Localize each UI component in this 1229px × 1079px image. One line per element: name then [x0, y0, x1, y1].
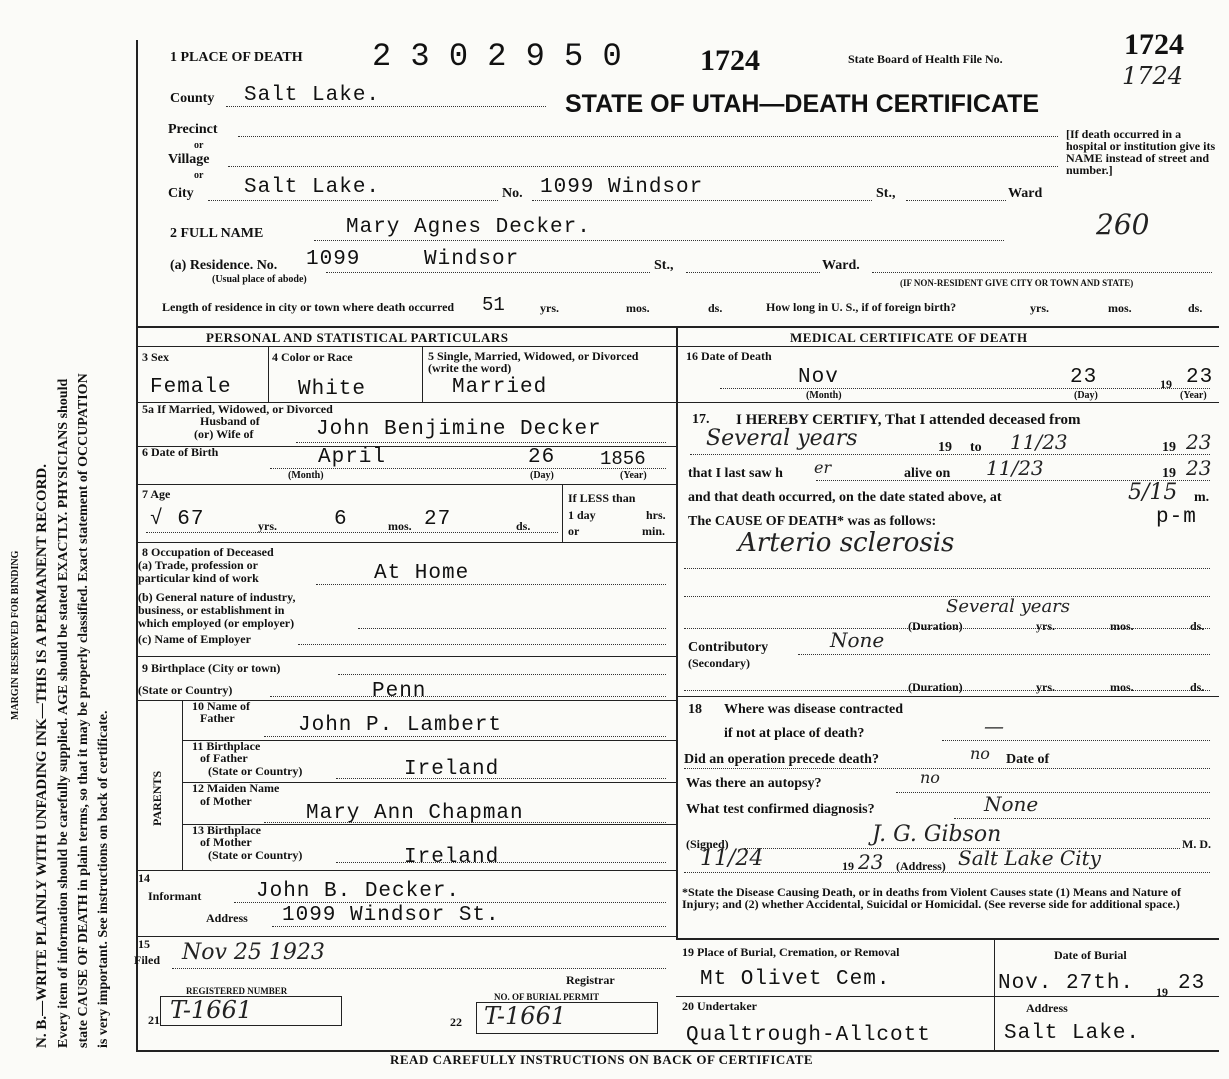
less-divider: [562, 484, 563, 542]
full-name-line: [314, 240, 1004, 241]
death-time-pm: p-m: [1156, 506, 1197, 529]
burial-permit-num-label: 22: [450, 1015, 462, 1029]
street-line: [532, 200, 872, 201]
row-rule-4: [136, 542, 676, 543]
last-saw-pronoun: er: [814, 458, 832, 477]
undertaker-address-label: Address: [1026, 1001, 1068, 1015]
age-months: 6: [334, 508, 348, 531]
undertaker-address-value: Salt Lake.: [1004, 1022, 1141, 1045]
full-name-label: 2 FULL NAME: [170, 226, 264, 241]
last-saw-year-prefix: 19: [1162, 466, 1176, 481]
hrs-label: hrs.: [646, 508, 666, 522]
burial-year: 23: [1178, 972, 1206, 995]
birthplace-state-label: (State or Country): [138, 683, 233, 697]
file-number-handwritten: 1724: [1122, 62, 1184, 90]
residence-ward-line: [686, 272, 820, 273]
us-yrs-label: yrs.: [1030, 301, 1049, 315]
attended-to-year-prefix: 19: [1162, 440, 1176, 455]
where-label: Where was disease contracted: [724, 702, 903, 717]
precinct-line: [238, 136, 1058, 137]
contributory-label: Contributory: [688, 640, 769, 655]
burial-divider: [994, 938, 995, 1050]
death-year: 23: [1186, 366, 1214, 389]
personal-heading: PERSONAL AND STATISTICAL PARTICULARS: [206, 330, 509, 345]
attended-to-year: 23: [1186, 430, 1212, 454]
min-label: min.: [642, 524, 666, 538]
occupation-c: (c) Name of Employer: [138, 632, 251, 646]
burial-permit-label: NO. OF BURIAL PERMIT: [494, 992, 600, 1002]
residence-years: 51: [482, 294, 505, 316]
mother-birthplace-label-2: of Mother: [200, 835, 252, 849]
or-label-1: or: [194, 140, 204, 151]
mother-label-2: of Mother: [200, 794, 252, 808]
birthplace-label: 9 Birthplace (City or town): [142, 661, 281, 675]
age-yrs-label: yrs.: [258, 519, 277, 533]
contributory-line: [798, 654, 1210, 655]
informant-value: John B. Decker.: [256, 880, 461, 903]
ward-line: [906, 200, 1006, 201]
occupation-value: At Home: [374, 562, 470, 585]
age-mos-label: mos.: [388, 519, 412, 533]
margin-instruction-2: Every item of information should be carefully supplied. AGE should be stated EXACTLY. PHYSICIANS should: [56, 378, 71, 1048]
burial-place-label: 19 Place of Burial, Cremation, or Removal: [682, 945, 900, 959]
death-year-caption: (Year): [1180, 390, 1207, 401]
cause-label: The CAUSE OF DEATH* was as follows:: [688, 514, 937, 529]
us-residence-label: How long in U. S., if of foreign birth?: [766, 300, 957, 314]
father-label-2: Father: [200, 711, 235, 725]
full-name-value: Mary Agnes Decker.: [346, 216, 591, 239]
mother-birthplace-line: [336, 862, 666, 863]
burial-date-label: Date of Burial: [1054, 948, 1127, 962]
file-number: 1724: [1124, 28, 1184, 61]
duration-yrs-1: yrs.: [1036, 619, 1055, 633]
ward-label: Ward: [1008, 186, 1043, 201]
registered-number-value: T-1661: [170, 996, 253, 1024]
sign-address: Salt Lake City: [958, 846, 1101, 870]
city-value: Salt Lake.: [244, 176, 381, 199]
death-time-m: m.: [1194, 490, 1210, 505]
secondary-label: (Secondary): [688, 656, 750, 670]
spouse-value: John Benjimine Decker: [316, 418, 602, 441]
operation-value: no: [970, 744, 990, 763]
cause-line-1: [684, 568, 1210, 569]
personal-heading-rule: [136, 346, 676, 347]
informant-label: Informant: [148, 889, 202, 903]
age-years: √ 67: [150, 508, 205, 531]
occupation-line: [316, 584, 666, 585]
signed-value: J. G. Gibson: [872, 822, 1002, 847]
father-birthplace-line: [336, 778, 666, 779]
occupation-b-line: [358, 628, 666, 629]
sex-divider: [268, 346, 269, 402]
operation-line: [684, 768, 1210, 769]
burial-place-value: Mt Olivet Cem.: [700, 968, 891, 991]
registrar-label: Registrar: [566, 973, 615, 987]
occupation-a2: particular kind of work: [138, 571, 259, 585]
age-line: [146, 532, 558, 533]
dob-label: 6 Date of Birth: [142, 445, 219, 459]
registered-number-num-label: 21: [148, 1013, 160, 1027]
street-no-label: No.: [502, 186, 523, 201]
age-ds-label: ds.: [516, 519, 531, 533]
dob-day-caption: (Day): [530, 470, 554, 481]
us-ds-label: ds.: [1188, 301, 1203, 315]
duration-label-2: (Duration): [908, 680, 963, 694]
medical-heading: MEDICAL CERTIFICATE OF DEATH: [790, 330, 1028, 345]
marital-value: Married: [452, 376, 548, 399]
death-month: Nov: [798, 366, 839, 389]
duration-mos-2: mos.: [1110, 680, 1134, 694]
burial-date-value: Nov. 27th.: [998, 972, 1135, 995]
sex-label: 3 Sex: [142, 350, 169, 364]
death-year-prefix: 19: [1160, 377, 1172, 391]
autopsy-label: Was there an autopsy?: [686, 776, 822, 791]
age-label: 7 Age: [142, 487, 171, 501]
residence-line: [326, 272, 650, 273]
death-occurred-label: and that death occurred, on the date stated above, at: [688, 490, 1002, 505]
duration-yrs-2: yrs.: [1036, 680, 1055, 694]
filed-line: [172, 968, 666, 969]
death-date-line: [720, 388, 1210, 389]
row-rule-3: [136, 484, 676, 485]
marital-label: 5 Single, Married, Widowed, or Divorced (write the word): [428, 349, 639, 375]
burial-permit-value: T-1661: [484, 1002, 567, 1030]
residence-sub-label: (Usual place of abode): [212, 274, 307, 285]
medical-rule-2: [676, 696, 1219, 697]
spouse-line: [296, 442, 666, 443]
signed-label: (Signed): [686, 837, 729, 851]
sign-address-label: (Address): [896, 859, 946, 873]
margin-rule: [136, 40, 138, 1050]
mother-birthplace-label-3: (State or Country): [208, 848, 303, 862]
sex-value: Female: [150, 376, 232, 399]
md-label: M. D.: [1182, 837, 1211, 851]
undertaker-label: 20 Undertaker: [682, 999, 757, 1013]
attended-from: Several years: [706, 426, 858, 451]
row-rule-5: [136, 656, 676, 657]
stamp-number: 1724: [700, 44, 760, 77]
contributory-value: None: [830, 628, 885, 652]
where-number: 18: [688, 702, 702, 717]
village-label: Village: [168, 152, 210, 167]
county-label: County: [170, 91, 215, 106]
less-day-label: 1 day: [568, 508, 596, 522]
where-line: [942, 740, 1210, 741]
attended-to: 11/23: [1010, 430, 1068, 454]
hospital-note: [If death occurred in a hospital or institution give its NAME instead of street and number.]: [1066, 127, 1216, 177]
employer-line: [298, 644, 666, 645]
informant-address-value: 1099 Windsor St.: [282, 904, 500, 927]
filed-label: Filed: [134, 953, 160, 967]
mother-label-1: 12 Maiden Name: [192, 781, 280, 795]
alive-on-label: alive on: [904, 466, 951, 481]
birthplace-city-line: [338, 674, 666, 675]
occupation-a1: (a) Trade, profession or: [138, 558, 258, 572]
binding-margin-note: MARGIN RESERVED FOR BINDING: [10, 550, 21, 720]
birthplace-state-line: [270, 696, 666, 697]
death-day-caption: (Day): [1074, 390, 1098, 401]
certify-text: I HEREBY CERTIFY, That I attended deceased from: [736, 412, 1081, 428]
attended-nineteen: 19: [938, 440, 952, 455]
street-st-label: St.,: [876, 186, 896, 201]
filed-value: Nov 25 1923: [182, 940, 325, 965]
dob-year-caption: (Year): [620, 470, 647, 481]
duration-ds-2: ds.: [1190, 680, 1205, 694]
precinct-label: Precinct: [168, 122, 218, 137]
age-years-value: 67: [177, 508, 205, 531]
mother-birthplace-label-1: 13 Birthplace: [192, 823, 261, 837]
occupation-b1: (b) General nature of industry,: [138, 590, 296, 604]
serial-number: 2 3 0 2 9 5 0: [372, 38, 622, 75]
spouse-label-2: Husband of: [200, 414, 260, 428]
father-birthplace-value: Ireland: [404, 758, 500, 781]
cause-footnote: *State the Disease Causing Death, or in deaths from Violent Causes state (1) Means and Nature of Injury; and (2) whether Accidental, Suicidal or Homicidal. (See reverse side for additional space.): [682, 885, 1181, 911]
margin-instruction-3: state CAUSE OF DEATH in plain terms, so that it may be properly classified. Exact statement of OCCUPATION: [76, 373, 91, 1048]
death-time: 5/15: [1128, 480, 1178, 505]
duration-ds-1: ds.: [1190, 619, 1205, 633]
last-saw-date: 11/23: [986, 456, 1044, 480]
medical-rule-1: [676, 402, 1219, 403]
undertaker-value: Qualtrough-Allcott: [686, 1024, 931, 1047]
sign-date: 11/24: [700, 846, 764, 871]
death-month-caption: (Month): [806, 390, 842, 401]
father-birthplace-label-3: (State or Country): [208, 764, 303, 778]
date-of-label: Date of: [1006, 752, 1050, 767]
parents-divider: [182, 700, 183, 870]
residence-number: 1099: [306, 248, 361, 271]
father-birthplace-label-2: of Father: [200, 751, 248, 765]
footer-instructions: READ CAREFULLY INSTRUCTIONS ON BACK OF CERTIFICATE: [390, 1052, 814, 1067]
row-rule-10: [136, 870, 676, 871]
cause-duration: Several years: [946, 596, 1071, 617]
occupation-b3: which employed (or employer): [138, 616, 295, 630]
autopsy-value: no: [920, 768, 940, 787]
parents-label: PARENTS: [150, 770, 164, 826]
duration-mos-1: mos.: [1110, 619, 1134, 633]
cause-value: Arterio sclerosis: [738, 528, 955, 558]
residence-nonres-line: [872, 272, 1212, 273]
where-value: —: [984, 714, 1004, 738]
street-value: 1099 Windsor: [540, 176, 704, 199]
duration-label-1: (Duration): [908, 619, 963, 633]
filed-number: 15: [138, 937, 150, 951]
last-saw-label: that I last saw h: [688, 466, 783, 481]
where-label-2: if not at place of death?: [724, 726, 865, 741]
attended-to-label: to: [970, 440, 982, 455]
color-label: 4 Color or Race: [272, 350, 353, 364]
father-birthplace-label-1: 11 Birthplace: [192, 739, 261, 753]
informant-number: 14: [138, 871, 150, 885]
burial-rule: [676, 996, 1219, 997]
mother-value: Mary Ann Chapman: [306, 802, 524, 825]
occupation-b2: business, or establishment in: [138, 603, 285, 617]
residence-yrs-label: yrs.: [540, 301, 559, 315]
us-mos-label: mos.: [1108, 301, 1132, 315]
dob-month: April: [318, 446, 387, 469]
residence-street: Windsor: [424, 248, 520, 271]
city-line: [208, 200, 498, 201]
residence-ds-label: ds.: [708, 301, 723, 315]
residence-ward-label: Ward.: [822, 258, 860, 273]
autopsy-line: [896, 792, 1210, 793]
test-line: [954, 818, 1210, 819]
less-or-label: or: [568, 524, 580, 538]
city-label: City: [168, 186, 194, 201]
father-value: John P. Lambert: [298, 714, 503, 737]
dob-day: 26: [528, 446, 556, 469]
margin-instruction-4: is very important. See instructions on back of certificate.: [96, 710, 111, 1048]
dob-month-caption: (Month): [288, 470, 324, 481]
registered-number-label: REGISTERED NUMBER: [186, 986, 288, 996]
place-of-death-label: 1 PLACE OF DEATH: [170, 50, 303, 65]
certificate-title: STATE OF UTAH—DEATH CERTIFICATE: [565, 90, 1040, 118]
or-label-2: or: [194, 170, 204, 181]
death-date-label: 16 Date of Death: [686, 349, 772, 363]
county-value: Salt Lake.: [244, 84, 381, 107]
birthplace-value: Penn: [372, 680, 427, 703]
occupation-label: 8 Occupation of Deceased: [142, 545, 274, 559]
residence-mos-label: mos.: [626, 301, 650, 315]
test-value: None: [984, 792, 1039, 816]
operation-label: Did an operation precede death?: [684, 752, 879, 767]
residence-st-label: St.,: [654, 258, 674, 273]
age-days: 27: [424, 508, 452, 531]
spouse-label-1: 5a If Married, Widowed, or Divorced: [142, 402, 333, 416]
father-label-1: 10 Name of: [192, 699, 250, 713]
residence-label: (a) Residence. No.: [170, 258, 278, 273]
certify-number: 17.: [692, 412, 710, 427]
color-divider: [422, 346, 423, 402]
burial-year-prefix: 19: [1156, 985, 1168, 999]
last-saw-year: 23: [1186, 456, 1212, 480]
village-line: [228, 166, 1058, 167]
file-number-label: State Board of Health File No.: [848, 52, 1003, 66]
row-rule-11: [136, 936, 676, 937]
handwritten-number: 260: [1096, 208, 1150, 241]
color-value: White: [298, 378, 367, 401]
spouse-label-3: (or) Wife of: [194, 427, 254, 441]
test-label: What test confirmed diagnosis?: [686, 802, 875, 817]
informant-address-label: Address: [206, 911, 248, 925]
death-day: 23: [1070, 366, 1098, 389]
sign-date-line: [684, 872, 1210, 873]
nonresident-note: (IF NON-RESIDENT GIVE CITY OR TOWN AND STATE): [900, 278, 1134, 288]
medical-rule-3: [676, 938, 1219, 940]
mother-birthplace-value: Ireland: [404, 846, 500, 869]
sign-year-prefix: 19: [842, 859, 854, 873]
sign-year: 23: [858, 850, 884, 874]
dob-year: 1856: [600, 448, 646, 470]
medical-heading-rule: [676, 346, 1219, 347]
column-divider: [676, 326, 678, 938]
length-of-residence-label: Length of residence in city or town where death occurred: [162, 300, 455, 314]
margin-instruction-1: N. B.—WRITE PLAINLY WITH UNFADING INK—THIS IS A PERMANENT RECORD.: [34, 464, 50, 1048]
less-than-label: If LESS than: [568, 491, 636, 505]
